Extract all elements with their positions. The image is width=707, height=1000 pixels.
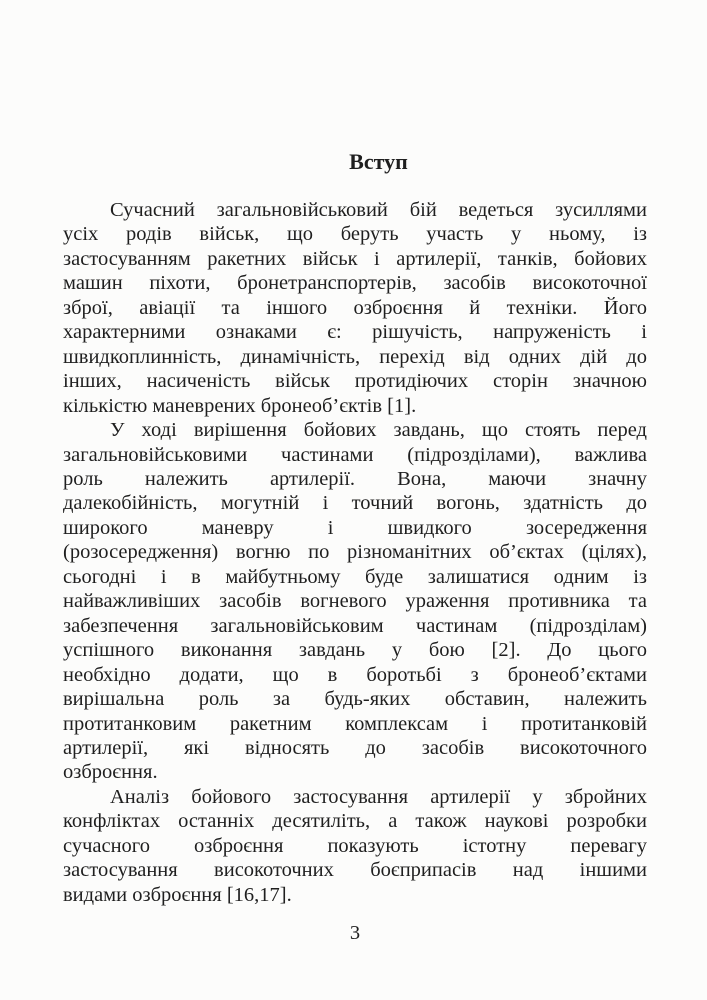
page-number: 3 — [349, 922, 361, 944]
text-line: інших, насиченість військ протидіючих сторін значною — [63, 370, 647, 393]
text-line: широкого маневру і швидкого зосередження — [63, 516, 647, 539]
text-line: конфліктах останніх десятиліть, а також наукові розробки — [63, 810, 647, 833]
text-line: необхідно додати, що в боротьбі з бронеоб’єктами — [63, 663, 647, 686]
text-line: У ході вирішення бойових завдань, що стоять перед — [110, 419, 647, 442]
text-line: вирішальна роль за будь-яких обставин, належить — [63, 688, 647, 711]
page-title: Вступ — [349, 149, 408, 174]
text-line: Сучасний загальновійськовий бій ведеться зусиллями — [110, 199, 647, 221]
text-line: загальновійськовими частинами (підрозділами), важлива — [63, 443, 647, 466]
text-line: протитанковим ракетним комплексам і протитанковій — [63, 712, 647, 735]
text-line: роль належить артилерії. Вона, маючи значну — [63, 467, 647, 490]
text-line: успішного виконання завдань у бою [2]. До цього — [63, 639, 647, 662]
text-line: застосуванням ракетних військ і артилерії, танків, бойових — [63, 247, 647, 270]
body-text — [63, 198, 647, 907]
text-line: (розосередження) вогню по різноманітних об’єктах (цілях), — [63, 541, 647, 564]
text-line: машин піхоти, бронетранспортерів, засобів високоточної — [63, 272, 647, 295]
text-line: артилерії, які відносять до засобів високоточного — [63, 736, 647, 759]
text-line: озброєння. — [63, 761, 158, 784]
text-line: Аналіз бойового застосування артилерії у збройних — [110, 785, 647, 808]
text-line: сучасного озброєння показують істотну перевагу — [63, 834, 647, 857]
text-line: характерними ознаками є: рішучість, напруженість і — [63, 321, 647, 344]
text-line: далекобійність, могутній і точний вогонь, здатність до — [63, 492, 647, 515]
text-line: видами озброєння [16,17]. — [63, 883, 292, 906]
text-line: усіх родів військ, що беруть участь у ньому, із — [63, 223, 647, 246]
text-line: забезпечення загальновійськовим частинам (підрозділам) — [63, 614, 647, 637]
text-line: зброї, авіації та іншого озброєння й техніки. Його — [63, 296, 647, 319]
text-line: кількістю маневрених бронеоб’єктів [1]. — [63, 394, 417, 417]
text-line: найважливіших засобів вогневого ураження противника та — [63, 590, 647, 613]
text-line: швидкоплинність, динамічність, перехід від одних дій до — [63, 345, 647, 368]
text-line: застосування високоточних боєприпасів над іншими — [63, 859, 647, 882]
text-line: сьогодні і в майбутньому буде залишатися одним із — [63, 565, 647, 588]
